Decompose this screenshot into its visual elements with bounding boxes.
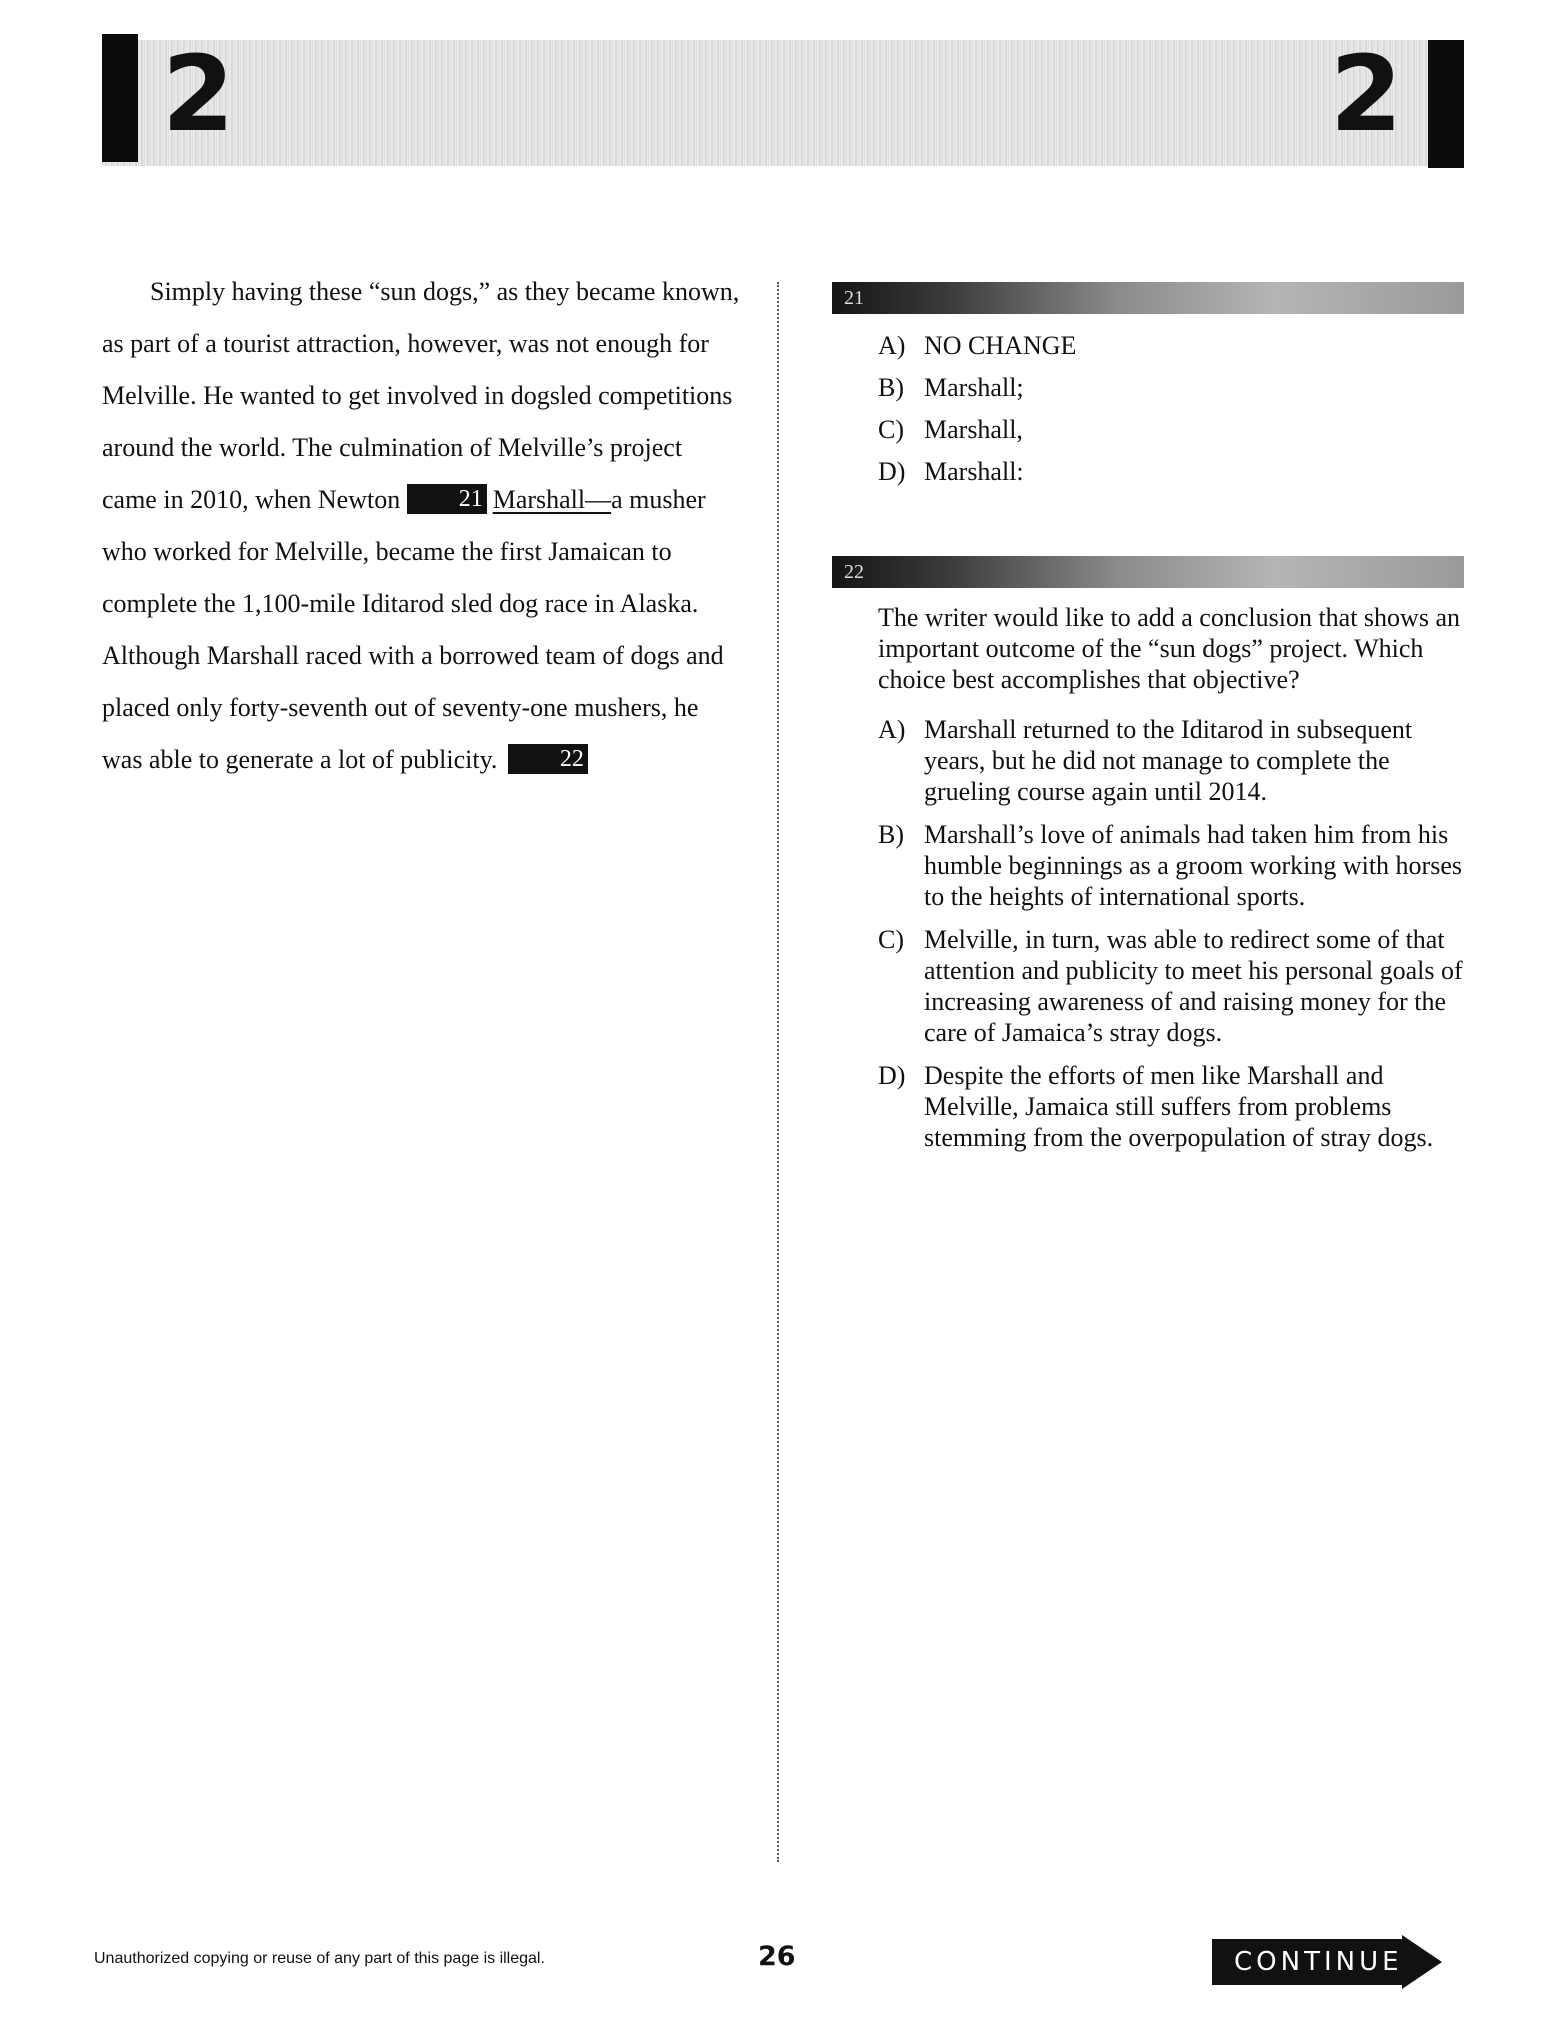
passage-text xyxy=(102,266,742,786)
passage-text-before-q21: Simply having these “sun dogs,” as they became known, as part of a tourist attraction, however, was not enough for Melville. He wanted to get involved in dogsled competitions around the world. The culmination of Melville’s project came in 2010, when Newton xyxy=(102,277,740,514)
option-letter: B) xyxy=(878,820,904,849)
passage-paragraph xyxy=(102,266,742,786)
option-text: Marshall: xyxy=(924,457,1024,486)
option-21-a[interactable] xyxy=(878,325,1076,367)
question-22-stem: The writer would like to add a conclusion that shows an important outcome of the “sun dogs” project. Which choice best accomplishes that objective? xyxy=(878,603,1460,694)
question-22-header xyxy=(832,556,1464,588)
section-marker-left xyxy=(102,34,138,162)
continue-button[interactable] xyxy=(1212,1935,1452,1989)
option-21-c[interactable] xyxy=(878,409,1076,451)
option-text: Marshall, xyxy=(924,415,1023,444)
question-22-options xyxy=(878,714,1466,1165)
option-22-a[interactable] xyxy=(878,714,1466,807)
page-number: 26 xyxy=(758,1941,796,1972)
option-text: Marshall; xyxy=(924,373,1024,402)
underlined-portion-21[interactable]: Marshall— xyxy=(492,485,612,514)
continue-label: CONTINUE xyxy=(1234,1947,1403,1977)
question-marker-21[interactable]: 21 xyxy=(407,484,487,514)
question-marker-22[interactable]: 22 xyxy=(508,744,588,774)
option-text: Despite the efforts of men like Marshall and Melville, Jamaica still suffers from problems stemming from the overpopulation of stray dogs. xyxy=(924,1061,1434,1152)
section-header-band xyxy=(102,40,1464,166)
question-21-options xyxy=(878,325,1076,493)
option-letter: C) xyxy=(878,925,904,954)
section-number-left: 2 xyxy=(162,33,235,155)
option-text: Melville, in turn, was able to redirect some of that attention and publicity to meet his personal goals of increasing awareness of and raising money for the care of Jamaica’s stray dogs. xyxy=(924,925,1463,1047)
option-22-c[interactable] xyxy=(878,924,1466,1048)
question-22-number: 22 xyxy=(844,561,864,583)
option-letter: B) xyxy=(878,373,904,402)
option-22-b[interactable] xyxy=(878,819,1466,912)
option-text: Marshall returned to the Iditarod in subsequent years, but he did not manage to complete the grueling course again until 2014. xyxy=(924,715,1413,806)
passage-text-after-q21: a musher who worked for Melville, became the first Jamaican to complete the 1,100-mile Iditarod sled dog race in Alaska. Although Marshall raced with a borrowed team of dogs and placed only forty-seventh out of seventy-one mushers, he was able to generate a lot of publicity. xyxy=(102,485,724,774)
arrow-right-icon xyxy=(1402,1935,1442,1989)
option-letter: D) xyxy=(878,457,906,486)
option-21-b[interactable] xyxy=(878,367,1076,409)
option-text: NO CHANGE xyxy=(924,331,1077,360)
option-letter: C) xyxy=(878,415,904,444)
option-21-d[interactable] xyxy=(878,451,1076,493)
copyright-notice: Unauthorized copying or reuse of any part of this page is illegal. xyxy=(94,1950,545,1967)
question-21-number: 21 xyxy=(844,287,864,309)
option-letter: A) xyxy=(878,331,906,360)
column-divider xyxy=(777,282,779,1862)
option-22-d[interactable] xyxy=(878,1060,1466,1153)
option-letter: A) xyxy=(878,715,906,744)
option-text: Marshall’s love of animals had taken him from his humble beginnings as a groom working with horses to the heights of international sports. xyxy=(924,820,1462,911)
question-21-header xyxy=(832,282,1464,314)
section-marker-right xyxy=(1428,40,1464,168)
section-number-right: 2 xyxy=(1330,33,1403,155)
option-letter: D) xyxy=(878,1061,906,1090)
